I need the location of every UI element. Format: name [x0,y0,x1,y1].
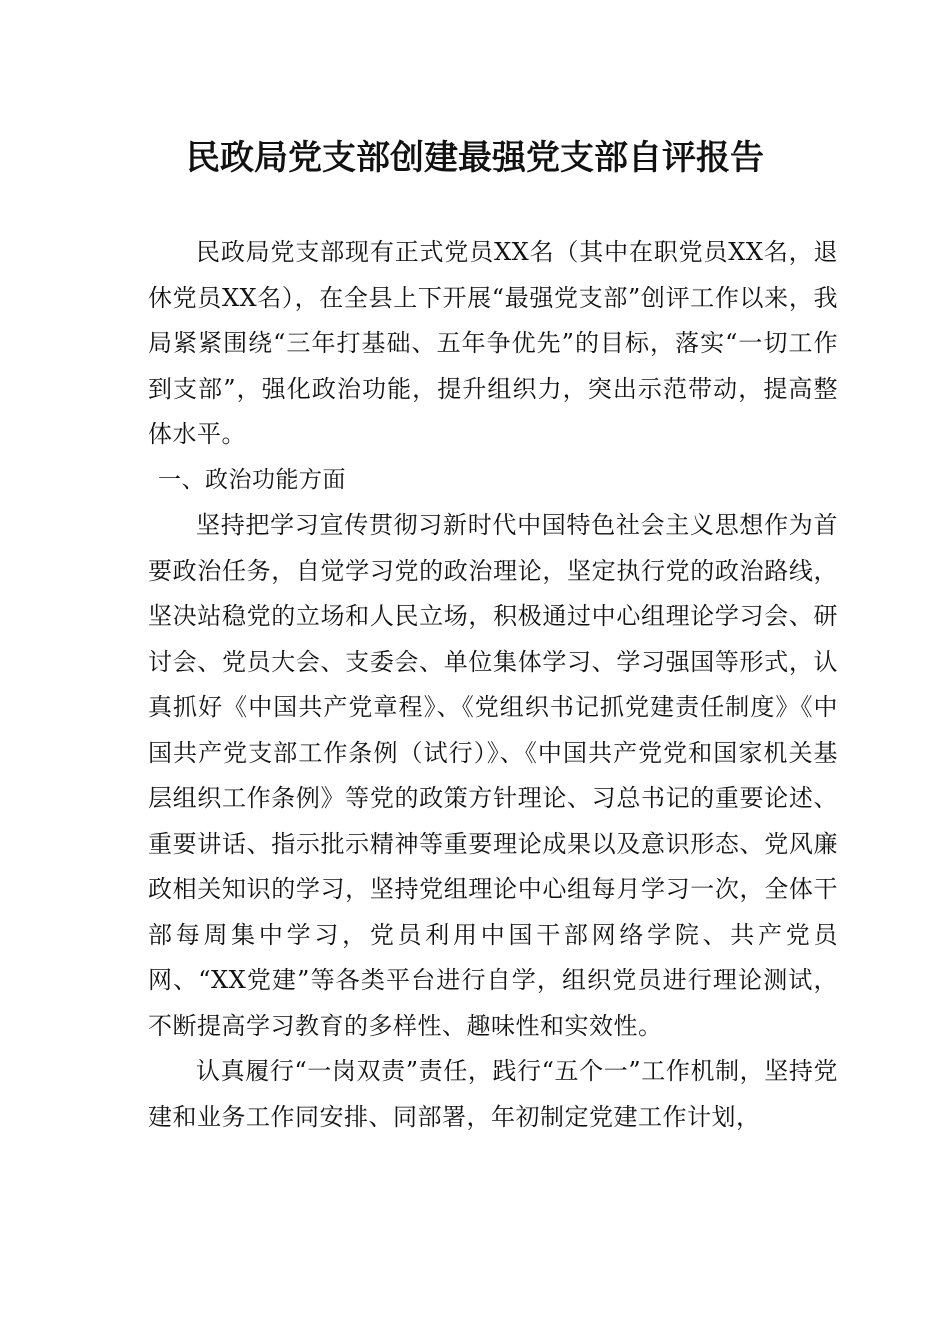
section-heading: 一、政治功能方面 [158,466,346,493]
document-body [148,230,838,1140]
document-title: 民政局党支部创建最强党支部自评报告 [186,138,764,178]
section-paragraph: 坚持把学习宣传贯彻习新时代中国特色社会主义思想作为首要政治任务，自觉学习党的政治理论，坚定执行党的政治路线，坚决站稳党的立场和人民立场，积极通过中心组理论学习会、研讨会、党员大会、支委会、单位集体学习、学习强国等形式，认真抓好《中国共产党章程》、《党组织书记抓党建责任制度》《中国共产党支部工作条例（试行）》、《中国共产党党和国家机关基层组织工作条例》等党的政策方针理论、习总书记的重要论述、重要讲话、指示批示精神等重要理论成果以及意识形态、党风廉政相关知识的学习，坚持党组理论中心组每月学习一次，全体干部每周集中学习，党员利用中国干部网络学院、共产党员网、“XX党建”等各类平台进行自学，组织党员进行理论测试，不断提高学习教育的多样性、趣味性和实效性。 [148,511,838,1040]
section-paragraph: 认真履行“一岗双责”责任，践行“五个一”工作机制，坚持党建和业务工作同安排、同部署，年初制定党建工作计划， [148,1057,838,1131]
intro-paragraph: 民政局党支部现有正式党员XX名（其中在职党员XX名，退休党员XX名），在全县上下开展“最强党支部”创评工作以来，我局紧紧围绕“三年打基础、五年争优先”的目标，落实“一切工作到支部”，强化政治功能，提升组织力，突出示范带动，提高整体水平。 [148,238,838,448]
